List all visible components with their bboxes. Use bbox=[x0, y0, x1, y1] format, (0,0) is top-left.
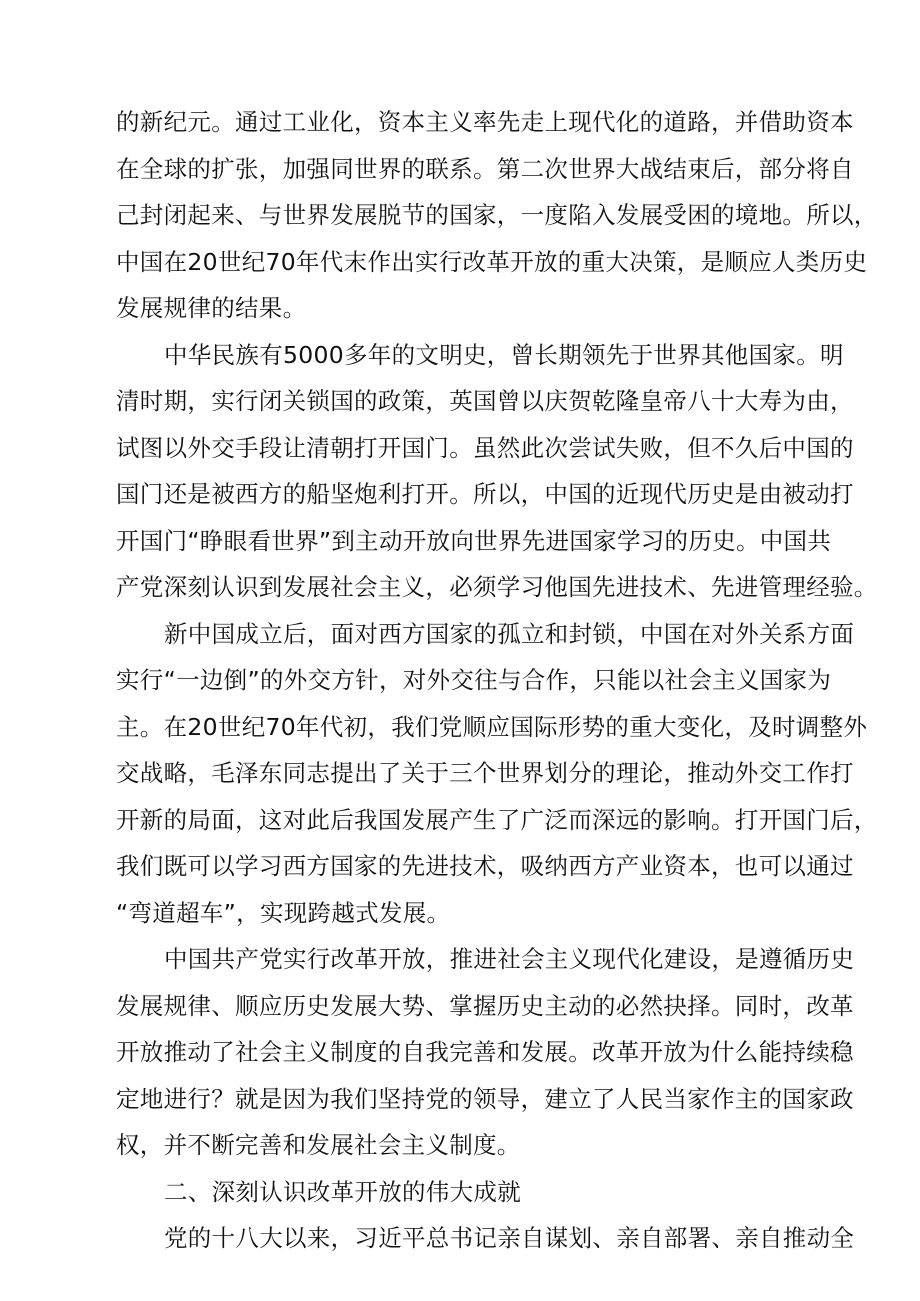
text-line: 国门还是被西方的船坚炮利打开。所以，中国的近现代历史是由被动打 bbox=[116, 480, 854, 508]
text-line: 中华民族有5000多年的文明史，曾长期领先于世界其他国家。明 bbox=[164, 340, 844, 369]
text-line: 清时期，实行闭关锁国的政策，英国曾以庆贺乾隆皇帝八十大寿为由， bbox=[116, 387, 854, 415]
text-line: 发展规律的结果。 bbox=[116, 294, 307, 322]
text-line: 试图以外交手段让清朝打开国门。虽然此次尝试失败，但不久后中国的 bbox=[116, 433, 854, 462]
document-body bbox=[116, 99, 878, 1262]
text-line: 发展规律、顺应历史发展大势、掌握历史主动的必然抉择。同时，改革 bbox=[116, 991, 854, 1020]
text-line: 党的十八大以来，习近平总书记亲自谋划、亲自部署、亲自推动全 bbox=[164, 1224, 855, 1252]
text-line: 新中国成立后，面对西方国家的孤立和封锁，中国在对外关系方面 bbox=[164, 619, 855, 648]
text-line: 开新的局面，这对此后我国发展产生了广泛而深远的影响。打开国门后， bbox=[116, 805, 878, 834]
text-line: 交战略，毛泽东同志提出了关于三个世界划分的理论，推动外交工作打 bbox=[116, 759, 854, 787]
text-line: 定地进行？就是因为我们坚持党的领导，建立了人民当家作主的国家政 bbox=[116, 1084, 854, 1113]
text-line: “弯道超车”，实现跨越式发展。 bbox=[116, 898, 451, 927]
text-line: 的新纪元。通过工业化，资本主义率先走上现代化的道路，并借助资本 bbox=[116, 108, 854, 136]
text-line: 己封闭起来、与世界发展脱节的国家，一度陷入发展受困的境地。所以， bbox=[116, 201, 878, 229]
text-line: 主。在20世纪70年代初，我们党顺应国际形势的重大变化，及时调整外 bbox=[116, 712, 868, 741]
text-line: 开国门“睁眼看世界”到主动开放向世界先进国家学习的历史。中国共 bbox=[116, 526, 832, 555]
text-line: 在全球的扩张，加强同世界的联系。第二次世界大战结束后，部分将自 bbox=[116, 154, 854, 183]
text-line: 中国在20世纪70年代末作出实行改革开放的重大决策，是顺应人类历史 bbox=[116, 247, 868, 276]
text-line: 中国共产党实行改革开放，推进社会主义现代化建设，是遵循历史 bbox=[164, 945, 855, 973]
text-line: 我们既可以学习西方国家的先进技术，吸纳西方产业资本，也可以通过 bbox=[116, 852, 854, 880]
section-heading: 二、深刻认识改革开放的伟大成就 bbox=[164, 1177, 521, 1206]
text-line: 权，并不断完善和发展社会主义制度。 bbox=[116, 1131, 521, 1159]
text-line: 开放推动了社会主义制度的自我完善和发展。改革开放为什么能持续稳 bbox=[116, 1038, 854, 1066]
text-line: 产党深刻认识到发展社会主义，必须学习他国先进技术、先进管理经验。 bbox=[116, 573, 878, 601]
text-line: 实行“一边倒”的外交方针，对外交往与合作，只能以社会主义国家为 bbox=[116, 666, 832, 694]
